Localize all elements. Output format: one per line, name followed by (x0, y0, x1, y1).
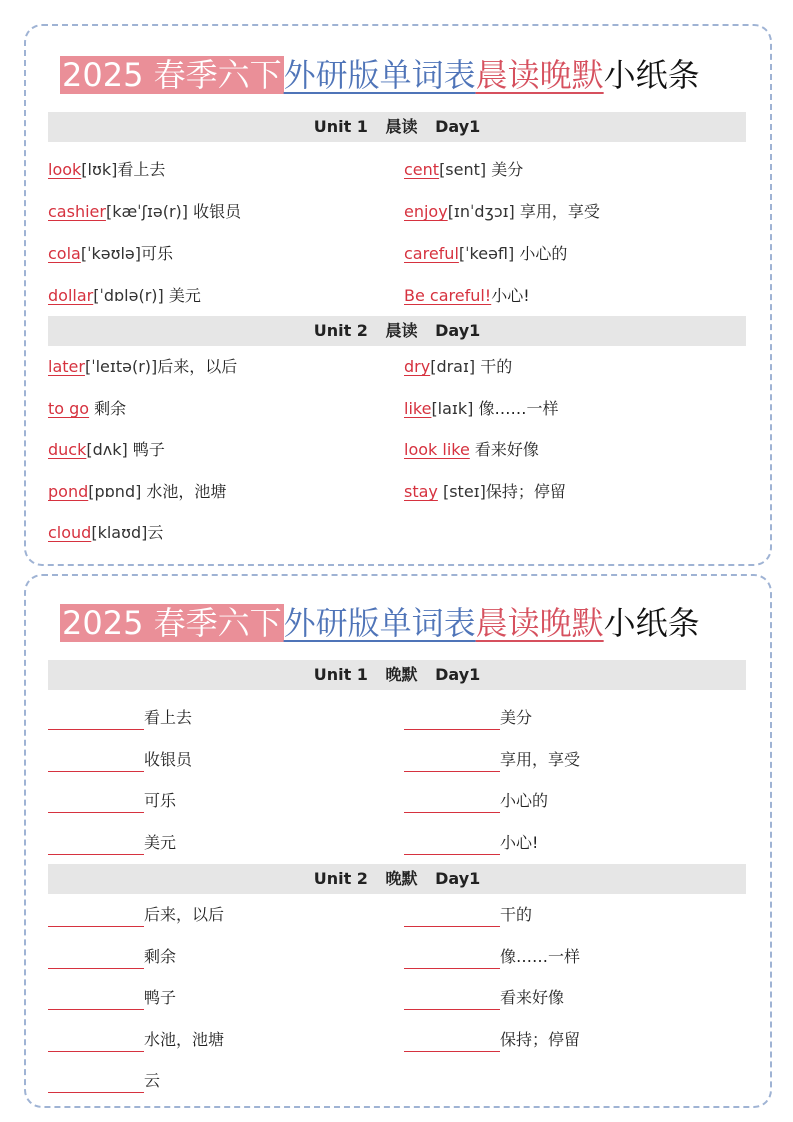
vocab-meaning: 享用，享受 (500, 750, 581, 769)
vocab-meaning: 云 (147, 523, 164, 542)
answer-blank[interactable] (48, 991, 144, 1010)
vocab-word: careful (404, 244, 459, 263)
vocab-meaning: 美分 (486, 160, 524, 179)
vocab-word: pond (48, 482, 89, 501)
vocab-ipa: [sent] (439, 160, 487, 179)
vocab-ipa: [ˈleɪtə(r)] (84, 357, 158, 376)
answer-blank[interactable] (48, 908, 144, 927)
vocab-meaning: 美元 (163, 286, 201, 305)
vocab-meaning: 保持；停留 (485, 482, 566, 501)
vocab-meaning: 小心! (491, 286, 530, 305)
vocab-item (48, 200, 241, 224)
answer-blank[interactable] (48, 1074, 144, 1093)
answer-blank[interactable] (404, 711, 500, 730)
vocab-meaning: 可乐 (144, 791, 177, 810)
vocab-word: like (404, 399, 432, 418)
blank-item (404, 789, 548, 813)
vocab-meaning: 干的 (500, 905, 533, 924)
blank-item (48, 1028, 224, 1052)
vocab-ipa: [ˈkəʊlə] (80, 244, 142, 263)
vocab-meaning: 后来，以后 (144, 905, 225, 924)
vocab-meaning: 美分 (500, 708, 533, 727)
vocab-meaning: 看来好像 (469, 440, 539, 459)
unit1-evening-header (48, 660, 746, 690)
unit-label: Unit 2 (313, 321, 368, 340)
blank-item (404, 903, 532, 927)
vocab-word: look like (404, 440, 470, 459)
evening-card (24, 574, 772, 1108)
blank-item (48, 986, 176, 1010)
vocab-word: look (48, 160, 82, 179)
vocab-word: dry (404, 357, 431, 376)
vocab-item (48, 521, 163, 545)
mode-label: 晚默 (385, 869, 418, 888)
vocab-meaning: 剩余 (89, 399, 127, 418)
vocab-word: to go (48, 399, 90, 418)
vocab-meaning: 享用，享受 (514, 202, 600, 221)
day-label: Day1 (435, 321, 481, 340)
blank-item (48, 789, 176, 813)
vocab-word: stay (404, 482, 438, 501)
unit-label: Unit 1 (313, 665, 368, 684)
vocab-item (48, 242, 173, 266)
blank-item (48, 748, 192, 772)
blank-item (404, 986, 564, 1010)
vocab-meaning: 小心的 (514, 244, 568, 263)
title-part-1: 2025 春季六下 (62, 604, 282, 642)
vocab-item (404, 438, 539, 462)
vocab-word: cola (48, 244, 81, 263)
blank-item (48, 706, 192, 730)
title-part-4: 小纸条 (603, 604, 700, 642)
vocab-ipa: [lʊk] (81, 160, 118, 179)
vocab-word: cloud (48, 523, 92, 542)
vocab-item (404, 284, 530, 308)
morning-card (24, 24, 772, 566)
vocab-item (48, 438, 165, 462)
unit1-morning-header (48, 112, 746, 142)
unit2-morning-header (48, 316, 746, 346)
answer-blank[interactable] (404, 794, 500, 813)
mode-label: 晨读 (385, 321, 418, 340)
vocab-meaning: 水池，池塘 (144, 1030, 225, 1049)
vocab-meaning: 小心的 (500, 791, 549, 810)
blank-item (404, 945, 580, 969)
vocab-ipa: [ˈdɒlə(r)] (93, 286, 164, 305)
blank-item (404, 831, 538, 855)
vocab-item (48, 397, 126, 421)
vocab-meaning: 看上去 (144, 708, 193, 727)
day-label: Day1 (435, 117, 481, 136)
page-title (60, 594, 700, 652)
mode-label: 晚默 (385, 665, 418, 684)
vocab-ipa: [draɪ] (430, 357, 476, 376)
vocab-meaning: 云 (144, 1071, 161, 1090)
vocab-item (404, 480, 566, 504)
blank-item (48, 903, 224, 927)
blank-item (48, 945, 176, 969)
vocab-meaning: 像……一样 (473, 399, 559, 418)
vocab-word: cent (404, 160, 440, 179)
title-part-2: 外研版单词表 (283, 56, 476, 94)
title-part-2: 外研版单词表 (283, 604, 476, 642)
vocab-word: later (48, 357, 85, 376)
vocab-item (404, 397, 558, 421)
vocab-meaning: 收银员 (144, 750, 193, 769)
answer-blank[interactable] (404, 836, 500, 855)
answer-blank[interactable] (404, 753, 500, 772)
vocab-ipa: [laɪk] (431, 399, 474, 418)
answer-blank[interactable] (48, 711, 144, 730)
answer-blank[interactable] (48, 1033, 144, 1052)
vocab-ipa: [kæˈʃɪə(r)] (105, 202, 189, 221)
vocab-meaning: 美元 (144, 833, 177, 852)
vocab-item (48, 158, 165, 182)
answer-blank[interactable] (48, 950, 144, 969)
vocab-meaning: 后来，以后 (157, 357, 238, 376)
blank-item (48, 1069, 160, 1093)
vocab-item (404, 355, 512, 379)
vocab-meaning: 鸭子 (127, 440, 165, 459)
vocab-word: cashier (48, 202, 106, 221)
answer-blank[interactable] (404, 908, 500, 927)
title-part-4: 小纸条 (603, 56, 700, 94)
vocab-meaning: 剩余 (144, 947, 177, 966)
day-label: Day1 (435, 869, 481, 888)
vocab-ipa: [steɪ] (437, 482, 486, 501)
vocab-meaning: 可乐 (141, 244, 174, 263)
vocab-meaning: 小心! (500, 833, 539, 852)
unit-label: Unit 2 (313, 869, 368, 888)
vocab-word: Be careful! (404, 286, 492, 305)
vocab-item (48, 284, 201, 308)
blank-item (48, 831, 176, 855)
vocab-ipa: [klaʊd] (91, 523, 148, 542)
vocab-meaning: 干的 (475, 357, 513, 376)
vocab-meaning: 水池，池塘 (141, 482, 227, 501)
blank-item (404, 1028, 580, 1052)
vocab-ipa: [ˈkeəfl] (458, 244, 515, 263)
vocab-meaning: 鸭子 (144, 988, 177, 1007)
vocab-word: duck (48, 440, 87, 459)
vocab-meaning: 收银员 (188, 202, 242, 221)
title-part-3: 晨读晚默 (475, 604, 604, 642)
answer-blank[interactable] (48, 753, 144, 772)
vocab-item (48, 355, 237, 379)
unit2-evening-header (48, 864, 746, 894)
answer-blank[interactable] (404, 950, 500, 969)
vocab-item (404, 158, 523, 182)
answer-blank[interactable] (48, 836, 144, 855)
vocab-ipa: [ɪnˈdʒɔɪ] (447, 202, 515, 221)
page-title (60, 46, 700, 104)
vocab-meaning: 看来好像 (500, 988, 565, 1007)
blank-item (404, 706, 532, 730)
answer-blank[interactable] (48, 794, 144, 813)
vocab-item (48, 480, 226, 504)
vocab-word: enjoy (404, 202, 448, 221)
vocab-meaning: 保持；停留 (500, 1030, 581, 1049)
blank-item (404, 748, 580, 772)
vocab-ipa: [pɒnd] (88, 482, 142, 501)
answer-blank[interactable] (404, 991, 500, 1010)
mode-label: 晨读 (385, 117, 418, 136)
title-part-3: 晨读晚默 (475, 56, 604, 94)
vocab-meaning: 看上去 (117, 160, 166, 179)
unit-label: Unit 1 (313, 117, 368, 136)
vocab-word: dollar (48, 286, 94, 305)
title-part-1: 2025 春季六下 (62, 56, 282, 94)
vocab-meaning: 像……一样 (500, 947, 581, 966)
day-label: Day1 (435, 665, 481, 684)
answer-blank[interactable] (404, 1033, 500, 1052)
vocab-item (404, 242, 567, 266)
vocab-ipa: [dʌk] (86, 440, 128, 459)
vocab-item (404, 200, 600, 224)
